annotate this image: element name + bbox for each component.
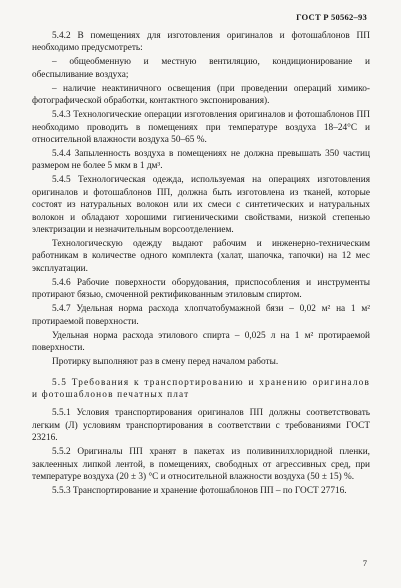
paragraph-5-5-1: 5.5.1 Условия транспортирования оригиналов ПП должны соответствовать легким (Л) условиям транспортирования в соответствии с требованиями ГОСТ 23216. xyxy=(32,408,370,444)
paragraph-5-5-3: 5.5.3 Транспортирование и хранение фотошаблонов ПП – по ГОСТ 27716. xyxy=(52,485,347,496)
list-item-lighting: – наличие неактиничного освещения (при проведении операций химико-фотографической обработки, контактного экспонирования). xyxy=(32,83,370,107)
document-body xyxy=(32,30,370,499)
list-item-ventilation: – общеобменную и местную вентиляцию, кондиционирование и обеспыливание воздуха; xyxy=(32,57,370,80)
paragraph-5-4-2: 5.4.2 В помещениях для изготовления оригиналов и фотошаблонов ПП необходимо предусмотреть: xyxy=(32,31,370,54)
document-header: ГОСТ Р 50562–93 xyxy=(296,12,367,22)
section-heading-5-5: 5.5 Требования к транспортированию и хранению оригиналов и фотошаблонов печатных плат xyxy=(32,377,370,400)
paragraph-5-4-5: 5.4.5 Технологическая одежда, используемая на операциях изготовления оригиналов и фотошаблонов ПП, должна быть изготовлена из тканей, которые состоят из натуральных волокон или их смеси с синтетических и натуральных волокон и обладают хорошими гигиеническими свойствами, низкой степенью электризации и незначительным ворсоотделением. xyxy=(32,175,370,236)
paragraph-5-4-6: 5.4.6 Рабочие поверхности оборудования, приспособления и инструменты протирают бязью, смоченной ректификованным этиловым спиртом. xyxy=(32,277,370,301)
paragraph-wiping: Протирку выполняют раз в смену перед началом работы. xyxy=(52,357,279,368)
paragraph-5-4-3: 5.4.3 Технологические операции изготовления оригиналов и фотошаблонов ПП необходимо проводить в помещениях при температуре воздуха 18–24°С и относительной влажности воздуха 50–65 %. xyxy=(32,110,370,146)
paragraph-clothing: Технологическую одежду выдают рабочим и инженерно-техническим работникам в количестве одного комплекта (халат, шапочка, тапочки) на 12 мес эксплуатации. xyxy=(32,239,370,274)
paragraph-alcohol-norm: Удельная норма расхода этилового спирта – 0,025 л на 1 м² протираемой поверхности. xyxy=(32,330,370,354)
paragraph-5-4-7: 5.4.7 Удельная норма расхода хлопчатобумажной бязи – 0,02 м² на 1 м² протираемой поверхности. xyxy=(32,304,370,327)
paragraph-5-5-2: 5.5.2 Оригиналы ПП хранят в пакетах из поливинилхлоридной пленки, заклеенных липкой лентой, в помещениях, свободных от агрессивных сред, при температуре воздуха (20 ± 3) °С и относительной влажности воздуха (50 ± 15) %. xyxy=(32,447,370,482)
paragraph-5-4-4: 5.4.4 Запыленность воздуха в помещениях не должна превышать 350 частиц размером не более 5 мкм в 1 дм³. xyxy=(32,149,370,172)
page-number: 7 xyxy=(362,558,367,568)
